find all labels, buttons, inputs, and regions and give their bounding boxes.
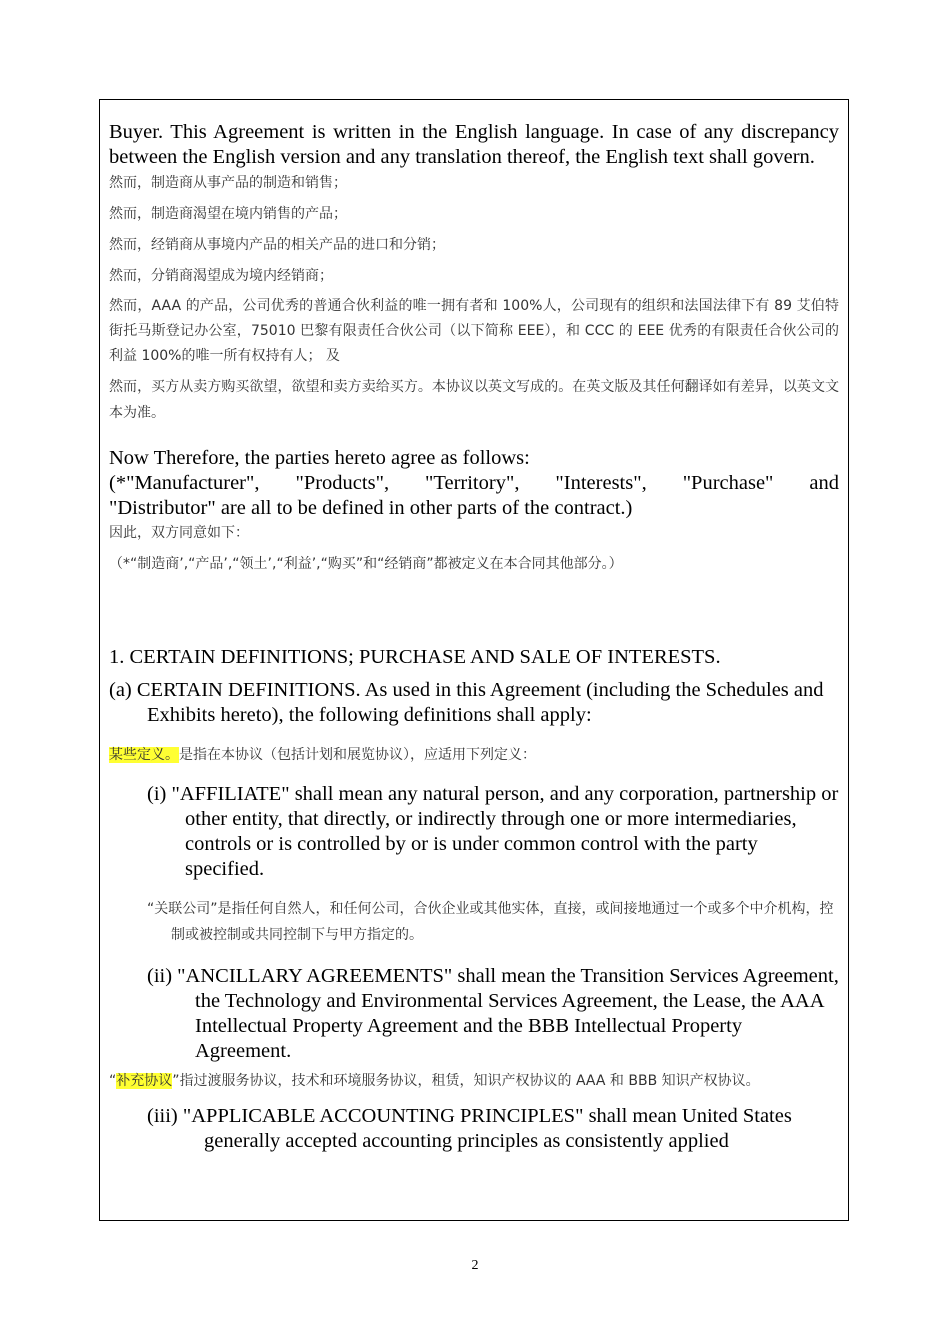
highlight-certain-definitions: 某些定义。 [109,747,179,763]
definition-ii-cn: “补充协议”指过渡服务协议，技术和环境服务协议，租赁，知识产权协议的 AAA 和 BBB 知识产权协议。 [109,1073,760,1089]
document-table-cell [99,99,849,1221]
clause-a-certain-definitions: (a) CERTAIN DEFINITIONS. As used in this Agreement (including the Schedules and Exhibits hereto), the following definitions shall apply: [109,679,824,726]
paragraph-cn-whereas-2: 然而，制造商渴望在境内销售的产品； [109,206,347,222]
paragraph-cn-now-therefore: 因此，双方同意如下： [109,525,249,541]
clause-a-cn [109,742,839,768]
paragraph-cn-whereas-1: 然而，制造商从事产品的制造和销售； [109,175,347,191]
definition-i-cn: “关联公司”是指任何自然人，和任何公司，合伙企业或其他实体，直接，或间接地通过一个或多个中介机构，控制或被控制或共同控制下与甲方指定的。 [147,901,834,943]
definition-iii-applicable-accounting-principles: (iii) "APPLICABLE ACCOUNTING PRINCIPLES" shall mean United States generally accepted accounting principles as consistently applied [147,1105,792,1152]
definition-ii-ancillary-agreements: (ii) "ANCILLARY AGREEMENTS" shall mean the Transition Services Agreement, the Technology and Environmental Services Agreement, the Lease, the AAA Intellectual Property Agreement and the BBB Intellectual Property Agreement. [147,965,839,1062]
paragraph-cn-defined-terms: （*“制造商’,“产品’,“领土’,“利益’,“购买”和“经销商”都被定义在本合同其他部分。） [109,556,623,572]
paragraph-defined-terms-line-1: (*"Manufacturer", "Products", "Territory", "Interests", "Purchase" and [109,472,839,494]
page-number: 2 [471,1258,479,1273]
paragraph-english-language-clause: Buyer. This Agreement is written in the English language. In case of any discrepancy between the English version and any translation thereof, the English text shall govern. [109,121,839,168]
paragraph-cn-whereas-4: 然而，分销商渴望成为境内经销商； [109,268,333,284]
paragraph-cn-whereas-6: 然而，买方从卖方购买欲望，欲望和卖方卖给买方。本协议以英文写成的。在英文版及其任何翻译如有差异，以英文文本为准。 [109,379,839,421]
definitions-list-continued [147,1104,839,1154]
paragraph-cn-whereas-5: 然而，AAA 的产品，公司优秀的普通合伙利益的唯一拥有者和 100%人，公司现有的组织和法国法律下有 89 艾伯特街托马斯登记办公室，75010 巴黎有限责任合伙公司（以下简称 EEE），和 CCC 的 EEE 优秀的有限责任合伙公司的利益 100%的唯一所有权持有人； 及 [109,298,839,364]
document-body [109,120,839,1154]
paragraph-now-therefore: Now Therefore, the parties hereto agree as follows: [109,447,530,469]
highlight-ancillary-agreements: 补充协议 [116,1073,173,1089]
paragraph-defined-terms-line-2: "Distributor" are all to be defined in other parts of the contract.) [109,497,633,519]
definitions-list [147,782,839,1064]
section-heading-certain-definitions: 1. CERTAIN DEFINITIONS; PURCHASE AND SALE OF INTERESTS. [109,646,721,668]
clause-a-cn-text: 是指在本协议（包括计划和展览协议），应适用下列定义： [179,747,536,763]
definition-i-affiliate: (i) "AFFILIATE" shall mean any natural person, and any corporation, partnership or other entity, that directly, or indirectly through one or more intermediaries, controls or is controlled by or is under common control with the party specified. [147,783,839,880]
paragraph-cn-whereas-3: 然而，经销商从事境内产品的相关产品的进口和分销； [109,237,445,253]
